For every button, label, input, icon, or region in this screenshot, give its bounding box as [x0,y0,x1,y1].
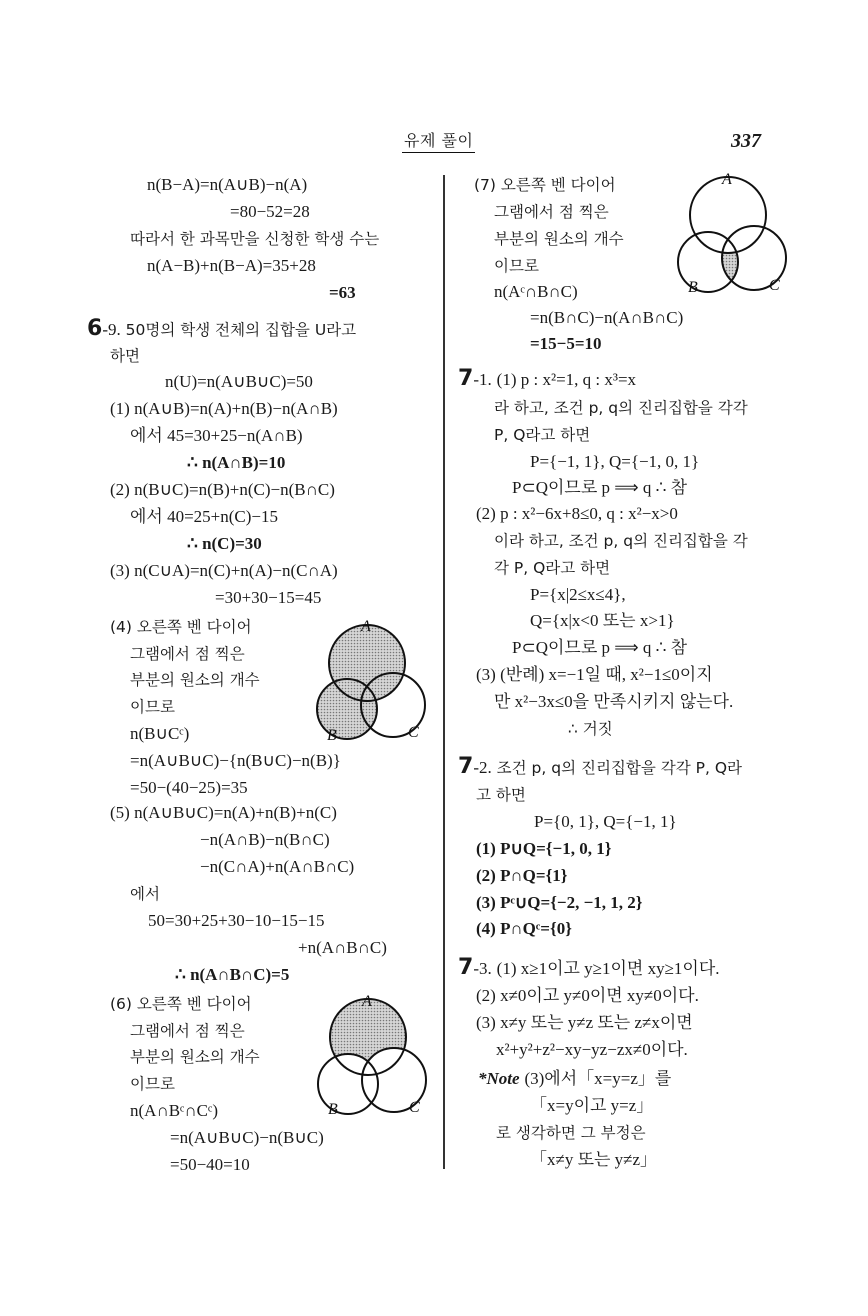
text-line: 이므로 [494,257,539,275]
text-line: 그램에서 점 찍은 [130,1022,245,1040]
text-line: 그램에서 점 찍은 [494,203,609,221]
note-line [478,1068,671,1090]
equation-line: −n(A∩B)−n(B∩C) [200,830,330,849]
equation-line: n(B−A)=n(A∪B)−n(A) [147,175,308,194]
problem-number-major: 7 [458,366,474,391]
equation-line: n(B∪Cᶜ) [130,724,190,743]
svg-text:C: C [409,1099,420,1116]
svg-text:A: A [722,171,732,188]
section-title: 유제 풀이 [402,131,475,153]
page-number: 337 [731,130,761,152]
text-line: (6) 오른쪽 벤 다이어 [110,995,252,1013]
note-label: *Note [478,1069,520,1088]
problem-number-major: 6 [87,316,103,341]
svg-text:B: B [328,1101,338,1118]
text-line: 각 P, Q라고 하면 [494,559,611,577]
text-line: (7) 오른쪽 벤 다이어 [474,176,616,194]
equation-line: P⊂Q이므로 p ⟹ q ∴ 참 [512,638,688,657]
equation-line: Q={x|x<0 또는 x>1} [530,611,675,630]
equation-line: 에서 40=25+n(C)−15 [130,507,279,526]
venn-diagram-4 [305,615,430,745]
answer-line: (1) P∪Q={−1, 0, 1} [476,839,612,858]
text-line: 부분의 원소의 개수 [130,671,260,689]
svg-text:B: B [327,727,337,744]
equation-line: P={x|2≤x≤4}, [530,585,626,604]
answer-line: ∴ n(A∩B)=10 [187,453,286,472]
equation-line: P={−1, 1}, Q={−1, 0, 1} [530,452,700,471]
equation-line: (1) x≥1이고 y≥1이면 xy≥1이다. [496,959,720,978]
equation-line: (3) n(C∪A)=n(C)+n(A)−n(C∩A) [110,561,338,580]
note-text: (3)에서「x=y=z」를 [524,1069,672,1088]
text-line: 고 하면 [476,786,526,804]
equation-line: +n(A∩B∩C) [298,938,387,957]
note-text: 「x=y이고 y=z」 [530,1096,654,1115]
equation-line: P={0, 1}, Q={−1, 1} [534,812,677,831]
venn-diagram-6 [310,992,435,1122]
problem-number-major: 7 [458,955,474,980]
problem-number-minor: -2. [473,758,492,777]
equation-line: (5) n(A∪B∪C)=n(A)+n(B)+n(C) [110,803,337,822]
answer-value: =63 [329,283,356,302]
answer-line: =15−5=10 [530,334,602,353]
text-line: 라 하고, 조건 p, q의 진리집합을 각각 [494,399,748,417]
equation-line: n(A−B)+n(B−A)=35+28 [147,256,316,275]
answer-line: (3) Pᶜ∪Q={−2, −1, 1, 2} [476,893,643,912]
equation-line: (1) n(A∪B)=n(A)+n(B)−n(A∩B) [110,399,338,418]
equation-line: (2) x≠0이고 y≠0이면 xy≠0이다. [476,986,699,1005]
text-line: 50명의 학생 전체의 집합을 U라고 [125,321,357,339]
svg-text:C: C [769,277,780,294]
note-text: 「x≠y 또는 y≠z」 [530,1150,658,1169]
venn-diagram-7 [668,170,793,300]
text-line: 이라 하고, 조건 p, q의 진리집합을 각 [494,532,748,550]
text-line: 이므로 [130,1075,175,1093]
text-line: 부분의 원소의 개수 [130,1048,260,1066]
svg-text:A: A [361,618,371,635]
answer-line: (2) P∩Q={1} [476,866,568,885]
text-line: 조건 p, q의 진리집합을 각각 P, Q라 [496,759,743,777]
equation-line: 만 x²−3x≤0을 만족시키지 않는다. [494,692,734,711]
equation-line: n(A∩Bᶜ∩Cᶜ) [130,1101,219,1120]
text-line: 하면 [110,347,140,365]
equation-line: (2) n(B∪C)=n(B)+n(C)−n(B∩C) [110,480,335,499]
equation-line: =50−(40−25)=35 [130,778,248,797]
svg-text:C: C [408,724,419,741]
equation-line: =80−52=28 [230,202,310,221]
equation-line: =n(B∩C)−n(A∩B∩C) [530,308,684,327]
answer-line: ∴ n(A∩B∩C)=5 [175,965,290,984]
answer-line: ∴ n(C)=30 [187,534,262,553]
svg-text:B: B [688,279,698,296]
text-line: 그램에서 점 찍은 [130,645,245,663]
answer-line: (4) P∩Qᶜ={0} [476,919,572,938]
problem-heading-6-9 [87,318,356,341]
equation-line: =30+30−15=45 [215,588,322,607]
equation-line: 50=30+25+30−10−15−15 [148,911,325,930]
equation-line: n(Aᶜ∩B∩C) [494,282,578,301]
text-line: 따라서 한 과목만을 신청한 학생 수는 [130,230,380,248]
problem-heading-7-2 [458,756,742,779]
equation-line: =n(A∪B∪C)−{n(B∪C)−n(B)} [130,751,341,770]
text-line: 부분의 원소의 개수 [494,230,624,248]
equation-line: (3) x≠y 또는 y≠z 또는 z≠x이면 [476,1013,693,1032]
equation-line: 에서 45=30+25−n(A∩B) [130,426,303,445]
equation-line: (3) (반례) x=−1일 때, x²−1≤0이지 [476,665,713,684]
equation-line: n(U)=n(A∪B∪C)=50 [165,372,313,391]
problem-number-minor: -1. [473,370,492,389]
equation-line: x²+y²+z²−xy−yz−zx≠0이다. [496,1040,688,1059]
text-line: 에서 [130,885,160,903]
problem-number-minor: -3. [473,959,492,978]
answer-line: ∴ 거짓 [568,720,613,738]
answer-line: =50−40=10 [170,1155,250,1174]
column-divider [443,175,445,1169]
text-line: (4) 오른쪽 벤 다이어 [110,618,252,636]
problem-number-minor: -9. [102,320,121,339]
problem-number-major: 7 [458,754,474,779]
svg-text:A: A [362,993,372,1010]
equation-line: =n(A∪B∪C)−n(B∪C) [170,1128,324,1147]
equation-line: (1) p : x²=1, q : x³=x [496,370,637,389]
text-line: 이므로 [130,698,175,716]
equation-line: (2) p : x²−6x+8≤0, q : x²−x>0 [476,504,678,523]
note-text: 로 생각하면 그 부정은 [496,1124,646,1142]
text-line: P, Q라고 하면 [494,426,591,444]
equation-line: P⊂Q이므로 p ⟹ q ∴ 참 [512,478,688,497]
equation-line: −n(C∩A)+n(A∩B∩C) [200,857,355,876]
problem-heading-7-3 [458,957,720,980]
problem-heading-7-1 [458,368,636,391]
